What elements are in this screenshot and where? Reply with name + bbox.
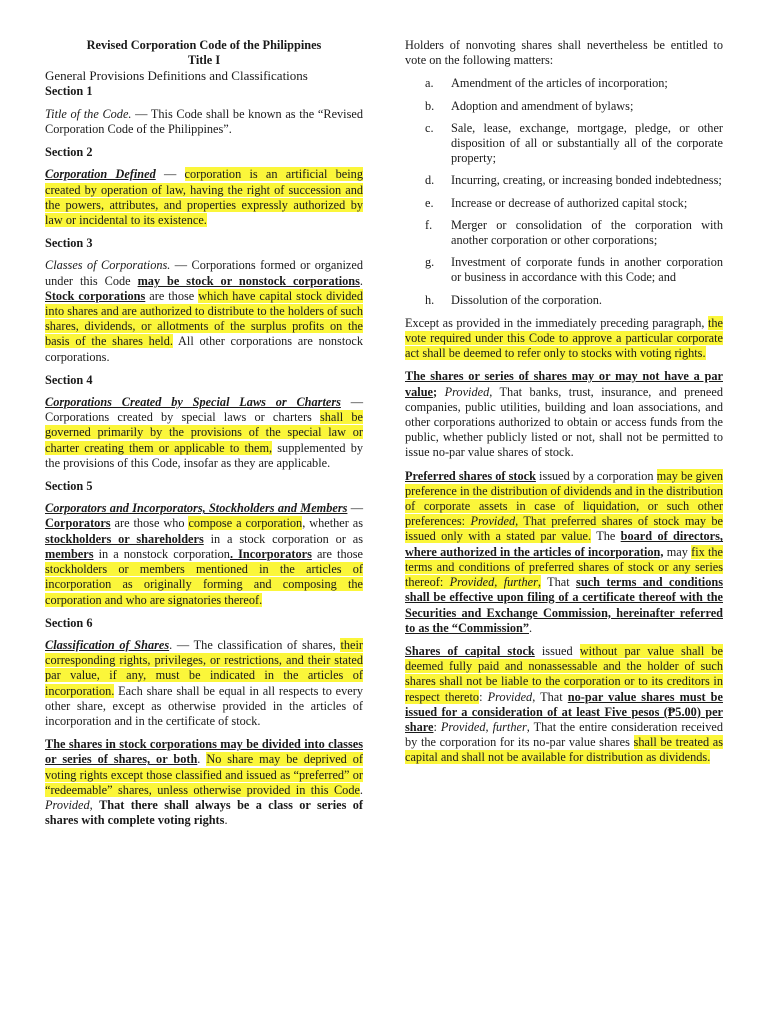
list-item: d. Incurring, creating, or increasing bonded indebtedness; bbox=[425, 173, 722, 188]
highlight: may be given preference in the distribution of dividends and in the distribution of corporate assets in case of liquidation, or such other preferences: bbox=[405, 468, 723, 529]
highlight: without par value shall be deemed fully paid and nonassessable and the holder of such shares shall not be liable to the corporation or to its creditors in respect thereto bbox=[405, 643, 723, 704]
section-6-paragraph-2: The shares in stock corporations may be divided into classes or series of shares, or both. No share may be deprived of voting rights except those classified and issued as “preferred” or “redeemable” shares, unless otherwise provided in this Code. Provided, That there shall always be a class or series of shares with complete voting rights. bbox=[45, 737, 363, 828]
highlight: which have capital stock divided into shares and are authorized to distribute to the holders of such shares, dividends, or allotments of the surplus profits on the basis of the shares held. bbox=[45, 288, 363, 349]
list-item: e. Increase or decrease of authorized capital stock; bbox=[425, 195, 688, 210]
list-item: h. Dissolution of the corporation. bbox=[425, 292, 602, 307]
list-item: b. Adoption and amendment of bylaws; bbox=[425, 98, 634, 113]
highlight: fix the terms and conditions of preferred shares of stock or any series thereof: bbox=[405, 544, 723, 590]
left-column bbox=[45, 38, 363, 836]
highlight: No share may be deprived of voting rights except those classified and issued as “preferred” or “redeemable” shares, unless otherwise provided in this Code bbox=[45, 752, 363, 797]
section-5-body: Corporators and Incorporators, Stockholders and Members — Corporators are those who compose a corporation, whether as stockholders or shareholders in a stock corporation or as members in a nonstock corporation. Incorporators are those stockholders or members mentioned in the articles of incorporation as originally forming and composing the corporation and who are signatories thereof. bbox=[45, 501, 364, 607]
right-column bbox=[405, 38, 723, 774]
section-6-body: Classification of Shares. — The classification of shares, their corresponding rights, privileges, or restrictions, and their stated par value, if any, must be indicated in the articles of incorporation. Each share shall be equal in all respects to every other share, except as otherwise provided in the articles of incorporation and in the certificate of stock. bbox=[45, 637, 363, 728]
preferred-shares-paragraph: Preferred shares of stock issued by a corporation may be given preference in the distribution of dividends and in the distribution of corporate assets in case of liquidation, or such other preferences: Provided, That preferred shares of stock may be issued only with a stated par value. The board of directors, where authorized in the articles of incorporation, may fix the terms and conditions of preferred shares of stock or any series thereof: Provided, further, That such terms and conditions shall be effective upon filing of a certificate thereof with the Securities and Exchange Commission, hereinafter referred to as the “Commission”. bbox=[405, 468, 724, 635]
section-1-body: Title of the Code. — This Code shall be known as the “Revised Corporation Code of the Philippines”. bbox=[45, 106, 363, 137]
section-6-heading: Section 6 bbox=[45, 615, 93, 630]
highlight: compose a corporation bbox=[188, 516, 303, 531]
highlight: shall be treated as capital and shall not be available for distribution as dividends. bbox=[405, 735, 723, 765]
section-5-heading: Section 5 bbox=[45, 479, 93, 494]
section-1-heading: Section 1 bbox=[45, 83, 93, 98]
section-2-heading: Section 2 bbox=[45, 145, 93, 160]
highlight: stockholders or members mentioned in the articles of incorporation as originally forming and composing the corporation and who are signatories thereof. bbox=[45, 562, 363, 607]
section-4-heading: Section 4 bbox=[45, 372, 93, 387]
nonvoting-intro: Holders of nonvoting shares shall nevertheless be entitled to vote on the following matters: bbox=[405, 38, 723, 68]
section-2-body: Corporation Defined — corporation is an artificial being created by operation of law, having the right of succession and the powers, attributes, and properties expressly authorized by law or incidental to its existence. bbox=[45, 167, 363, 228]
title-number: Title I bbox=[187, 53, 221, 68]
highlight: corporation is an artificial being created by operation of law, having the right of succession and the powers, attributes, and properties expressly authorized by law or incidental to its existence. bbox=[45, 167, 363, 228]
section-4-body: Corporations Created by Special Laws or Charters — Corporations created by special laws or charters shall be governed primarily by the provisions of the special law or charter creating them or applicable to them, supplemented by the provisions of this Code, insofar as they are applicable. bbox=[45, 395, 364, 470]
title-subtitle: General Provisions Definitions and Classifications bbox=[45, 68, 308, 84]
capital-stock-paragraph: Shares of capital stock issued without par value shall be deemed fully paid and nonassessable and the holder of such shares shall not be liable to the corporation or to its creditors in respect thereto: Provided, That no-par value shares must be issued for a consideration of at least Five pesos (₱5.00) per share: Provided, further, That the entire consideration received by the corporation for its no-par value shares shall be treated as capital and shall not be available for distribution as dividends. bbox=[405, 643, 723, 765]
highlight: their corresponding rights, privileges, or restrictions, and their stated par value, if any, must be indicated in the articles of incorporation. bbox=[45, 637, 363, 698]
list-item: g. Investment of corporate funds in another corporation or business in accordance with this Code; and bbox=[425, 255, 723, 285]
nonvoting-matters-list bbox=[405, 76, 723, 307]
document-title: Revised Corporation Code of the Philippines bbox=[86, 38, 322, 52]
highlight: shall be governed primarily by the provisions of the special law or charter creating them or applicable to them, bbox=[45, 410, 363, 455]
list-item: f. Merger or consolidation of the corporation with another corporation or other corporations; bbox=[425, 217, 723, 248]
highlight: the vote required under this Code to approve a particular corporate act shall be deemed to refer only to stocks with voting rights. bbox=[405, 315, 723, 361]
list-item: a. Amendment of the articles of incorporation; bbox=[425, 76, 668, 91]
section-3-body: Classes of Corporations. — Corporations formed or organized under this Code may be stock or nonstock corporations. Stock corporations are those which have capital stock divided into shares and are authorized to distribute to the holders of such shares, dividends, or allotments of the surplus profits on the basis of the shares held. All other corporations are nonstock corporations. bbox=[45, 258, 363, 364]
list-item: c. Sale, lease, exchange, mortgage, pledge, or other disposition of all or substantially all of the corporate property; bbox=[425, 120, 723, 166]
section-3-heading: Section 3 bbox=[45, 236, 93, 251]
par-value-paragraph: The shares or series of shares may or may not have a par value; Provided, That banks, trust, insurance, and preneed companies, public utilities, building and loan associations, and other corporations authorized to obtain or access funds from the public, whether publicly listed or not, shall not be permitted to issue no-par value shares of stock. bbox=[405, 369, 723, 460]
voting-requirement-paragraph: Except as provided in the immediately preceding paragraph, the vote required under this Code to approve a particular corporate act shall be deemed to refer only to stocks with voting rights. bbox=[405, 315, 723, 361]
